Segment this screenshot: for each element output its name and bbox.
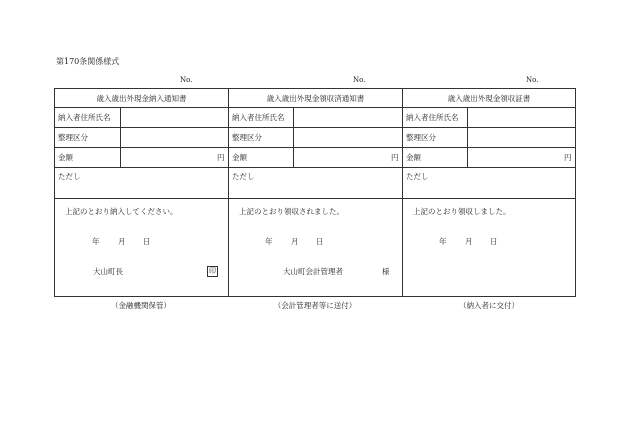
column-2-note-label: ただし (232, 172, 255, 181)
column-3-month: 月 (465, 237, 473, 246)
column-1-year: 年 (92, 237, 100, 246)
column-2-name-label: 納入者住所氏名 (232, 113, 285, 122)
column-2-honorific: 様 (382, 267, 390, 276)
column-1-name-label: 納入者住所氏名 (58, 113, 111, 122)
label-divider (293, 107, 294, 167)
column-3-amount-label: 金額 (406, 153, 421, 162)
form-title: 第170条関係様式 (56, 57, 120, 66)
column-2-message: 上記のとおり領収されました。 (239, 207, 344, 216)
column-3-yen-unit: 円 (564, 153, 572, 162)
row-divider (55, 107, 575, 108)
no-label-3: No. (526, 76, 539, 84)
row-divider (55, 127, 575, 128)
column-1-caption: （金融機関保管） (111, 301, 171, 310)
column-1-yen-unit: 円 (217, 153, 225, 162)
row-divider (55, 198, 575, 199)
no-label-2: No. (353, 76, 366, 84)
row-divider (55, 167, 575, 168)
row-divider (55, 147, 575, 148)
column-2-caption: （会計管理者等に送付） (273, 301, 357, 310)
column-2-year: 年 (265, 237, 273, 246)
column-2-amount-label: 金額 (232, 153, 247, 162)
label-divider (120, 107, 121, 167)
form-grid (54, 88, 576, 297)
column-1-day: 日 (143, 237, 151, 246)
column-1-signer: 大山町長 (93, 267, 123, 276)
no-label-1: No. (180, 76, 193, 84)
column-3-caption: （納入者に交付） (459, 301, 519, 310)
column-3-year: 年 (439, 237, 447, 246)
seal-mark: 印 (209, 267, 216, 275)
column-1-note-label: ただし (58, 172, 81, 181)
column-1-message: 上記のとおり納入してください。 (65, 207, 178, 216)
column-2-class-label: 整理区分 (232, 133, 262, 142)
column-3-class-label: 整理区分 (406, 133, 436, 142)
column-3-note-label: ただし (406, 172, 429, 181)
column-3-name-label: 納入者住所氏名 (406, 113, 459, 122)
column-1-header: 歳入歳出外現金納入通知書 (96, 94, 187, 103)
column-2-month: 月 (291, 237, 299, 246)
column-3-day: 日 (490, 237, 498, 246)
column-divider (228, 89, 229, 296)
column-3-message: 上記のとおり領収しました。 (413, 207, 511, 216)
column-3-header: 歳入歳出外現金領収証書 (447, 94, 531, 103)
column-1-class-label: 整理区分 (58, 133, 88, 142)
column-divider (402, 89, 403, 296)
column-1-month: 月 (118, 237, 126, 246)
column-1-amount-label: 金額 (58, 153, 73, 162)
column-2-day: 日 (316, 237, 324, 246)
label-divider (467, 107, 468, 167)
column-2-signer: 大山町会計管理者 (283, 267, 343, 276)
column-2-yen-unit: 円 (391, 153, 399, 162)
column-2-header: 歳入歳出外現金領収済通知書 (266, 94, 365, 103)
